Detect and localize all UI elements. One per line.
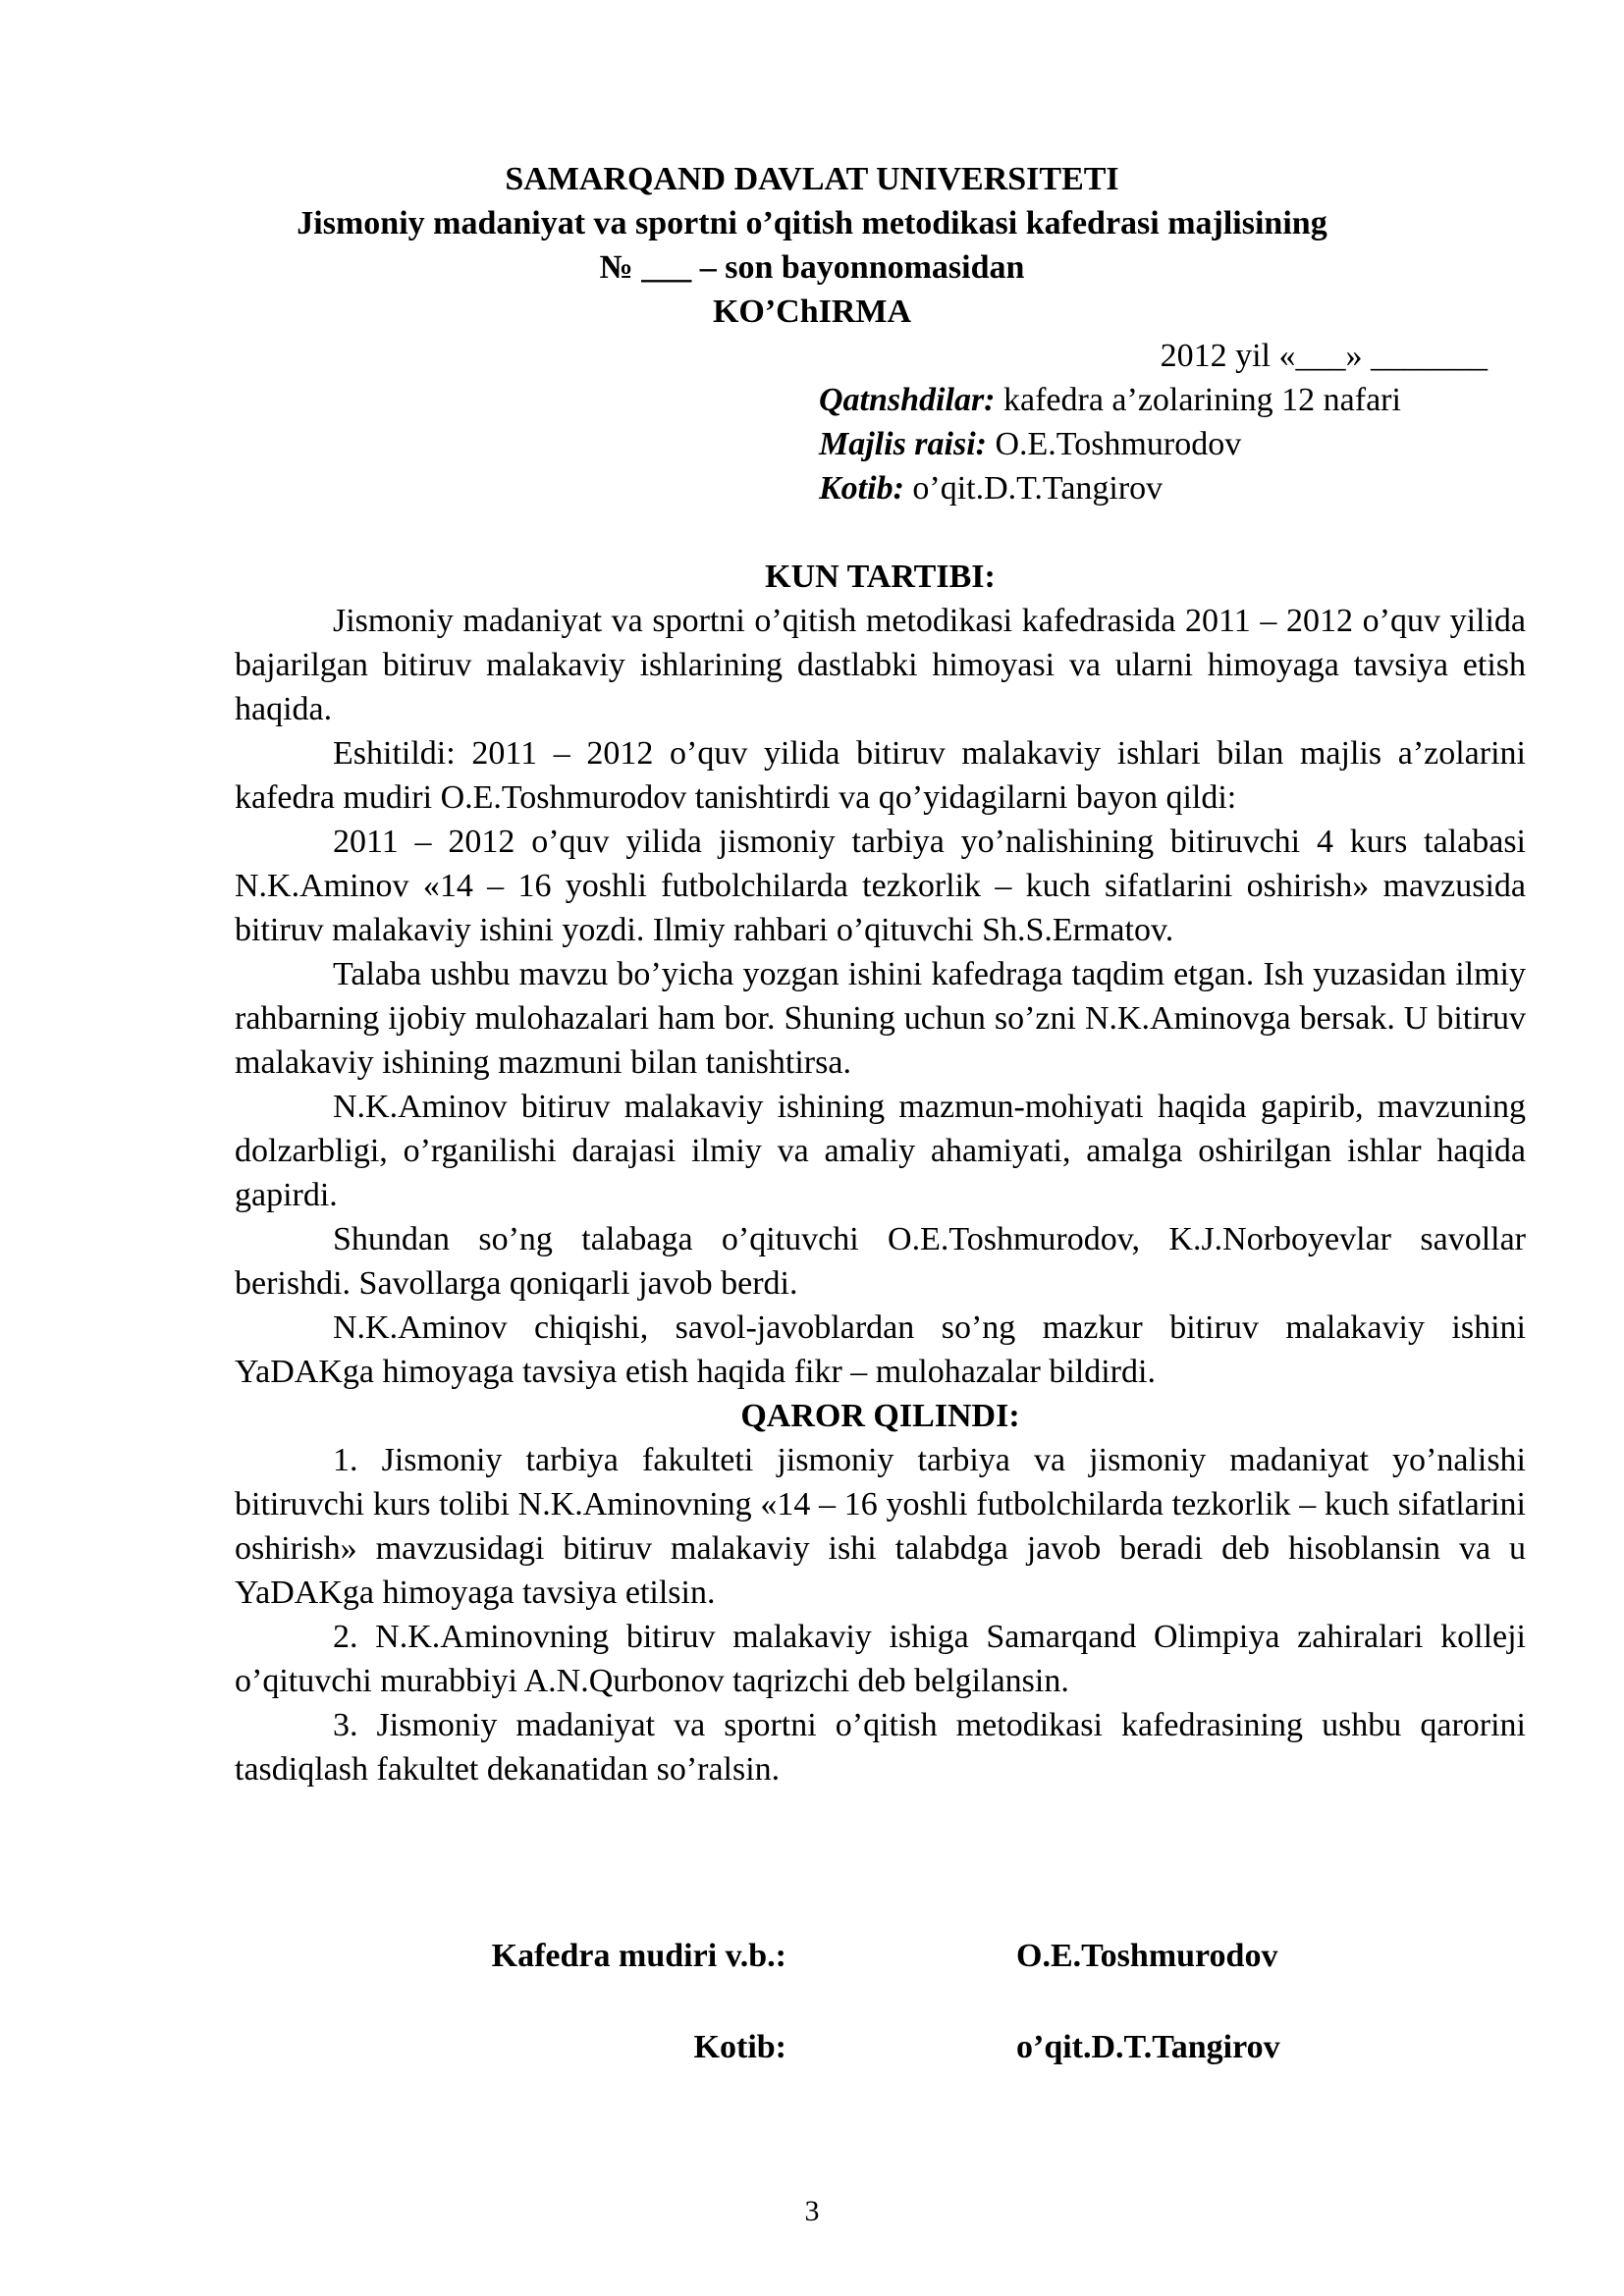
chair-value: O.E.Toshmurodov [986, 426, 1242, 462]
signature-secretary-name: o’qit.D.T.Tangirov [1016, 2029, 1280, 2065]
agenda-title: KUN TARTIBI: [765, 559, 996, 595]
agenda-paragraph: N.K.Aminov bitiruv malakaviy ishining mazmun-mohiyati haqida gapirib, mavzuning dolzarbligi, o’rganilishi darajasi ilmiy va amaliy ahamiyati, amalga oshirilgan ishlar haqida gapirdi. [235, 1089, 1526, 1213]
agenda-paragraph: Talaba ushbu mavzu bo’yicha yozgan ishini kafedraga taqdim etgan. Ish yuzasidan ilmiy rahbarning ijobiy mulohazalari ham bor. Shuning uchun so’zni N.K.Aminovga bersak. U bitiruv malakaviy ishining mazmuni bilan tanishtirsa. [235, 956, 1526, 1081]
document-body [235, 555, 1526, 1791]
agenda-paragraph: 2011 – 2012 o’quv yilida jismoniy tarbiya yo’nalishining bitiruvchi 4 kurs talabasi N.K.Aminov «14 – 16 yoshli futbolchilarda tezkorlik – kuch sifatlarini oshirish» mavzusida bitiruv malakaviy ishini yozdi. Ilmiy rahbari o’qituvchi Sh.S.Ermatov. [235, 824, 1526, 948]
signature-secretary-row [0, 2025, 1624, 2069]
attendees-row [819, 378, 1506, 422]
meeting-meta [819, 334, 1506, 510]
page-number: 3 [804, 2195, 820, 2227]
meeting-date: 2012 yil «___» _______ [1160, 338, 1488, 374]
agenda-paragraph: Shundan so’ng talabaga o’qituvchi O.E.Toshmurodov, K.J.Norboyevlar savollar berishdi. Savollarga qoniqarli javob berdi. [235, 1221, 1526, 1302]
signature-head-label: Kafedra mudiri v.b.: [491, 1938, 786, 1974]
decision-item: 1. Jismoniy tarbiya fakulteti jismoniy tarbiya va jismoniy madaniyat yo’nalishi bitiruvchi kurs tolibi N.K.Aminovning «14 – 16 yoshli futbolchilarda tezkorlik – kuch sifatlarini oshirish» mavzusidagi bitiruv malakaviy ishi talabdga javob beradi deb hisoblansin va u YaDAKga himoyaga tavsiya etilsin. [235, 1442, 1526, 1611]
chair-label: Majlis raisi: [819, 426, 987, 462]
secretary-label: Kotib: [819, 470, 904, 507]
signature-secretary-label: Kotib: [693, 2029, 786, 2065]
document-type: KO’ChIRMA [712, 294, 912, 330]
signature-head-row [0, 1934, 1624, 1978]
attendees-value: kafedra a’zolarining 12 nafari [995, 382, 1401, 418]
agenda-paragraph: Jismoniy madaniyat va sportni o’qitish metodikasi kafedrasida 2011 – 2012 o’quv yilida bajarilgan bitiruv malakaviy ishlarining dastlabki himoyasi va ularni himoyaga tavsiya etish haqida. [235, 603, 1526, 727]
secretary-row [819, 466, 1506, 510]
university-name: SAMARQAND DAVLAT UNIVERSITETI [505, 161, 1119, 197]
decision-item: 3. Jismoniy madaniyat va sportni o’qitish metodikasi kafedrasining ushbu qarorini tasdiqlash fakultet dekanatidan so’ralsin. [235, 1707, 1526, 1788]
signature-head-name: O.E.Toshmurodov [1016, 1938, 1278, 1974]
document-header [0, 157, 1624, 334]
chair-row [819, 422, 1506, 466]
secretary-value: o’qit.D.T.Tangirov [903, 470, 1164, 507]
protocol-number-line: № ___ – son bayonnomasidan [599, 249, 1025, 286]
decision-item: 2. N.K.Aminovning bitiruv malakaviy ishiga Samarqand Olimpiya zahiralari kolleji o’qituvchi murabbiyi A.N.Qurbonov taqrizchi deb belgilansin. [235, 1619, 1526, 1699]
agenda-paragraph: Eshitildi: 2011 – 2012 o’quv yilida bitiruv malakaviy ishlari bilan majlis a’zolarini kafedra mudiri O.E.Toshmurodov tanishtirdi va qo’yidagilarni bayon qildi: [235, 735, 1526, 816]
decision-title: QAROR QILINDI: [740, 1398, 1020, 1434]
attendees-label: Qatnshdilar: [819, 382, 996, 418]
agenda-paragraph: N.K.Aminov chiqishi, savol-javoblardan so’ng mazkur bitiruv malakaviy ishini YaDAKga himoyaga tavsiya etish haqida fikr – mulohazalar bildirdi. [235, 1309, 1526, 1390]
department-line: Jismoniy madaniyat va sportni o’qitish metodikasi kafedrasi majlisining [297, 205, 1327, 241]
